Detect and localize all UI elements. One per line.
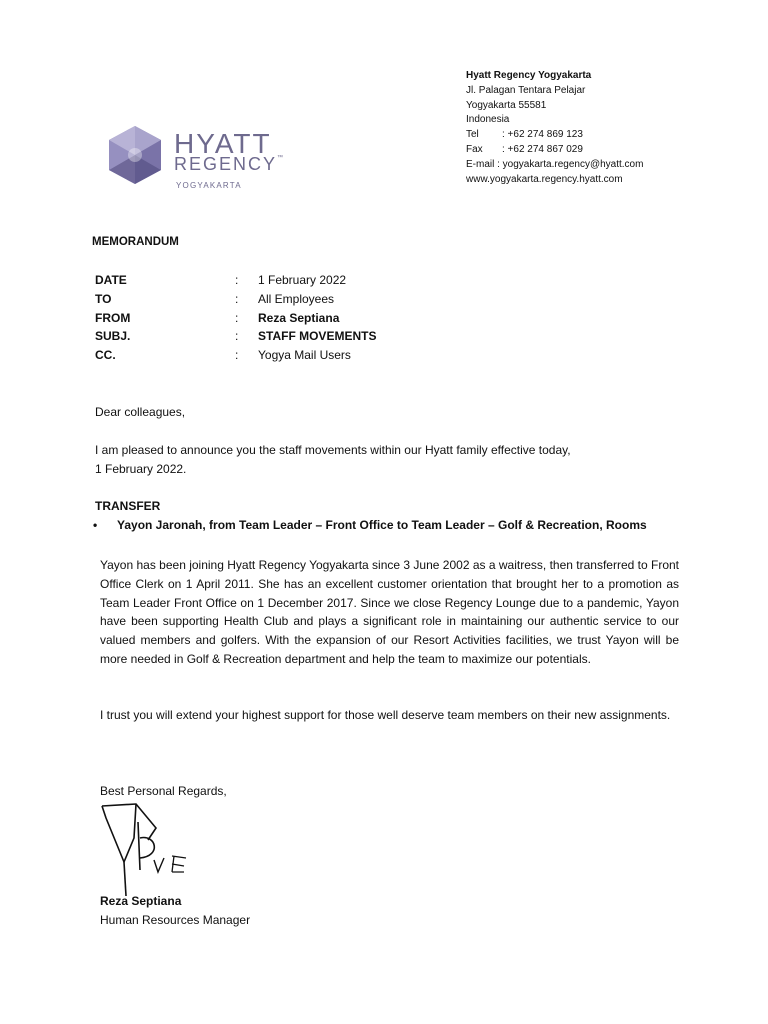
memo-title: MEMORANDUM bbox=[92, 236, 179, 248]
hotel-country: Indonesia bbox=[466, 114, 510, 126]
salutation: Dear colleagues, bbox=[95, 405, 186, 419]
hyatt-regency-logo bbox=[100, 118, 292, 196]
announcement-line: I am pleased to announce you the staff movements within our Hyatt family effective today, bbox=[95, 443, 571, 457]
signatory-name: Reza Septiana bbox=[100, 894, 182, 908]
field-label: FROM bbox=[95, 310, 131, 325]
field-label: SUBJ. bbox=[95, 329, 131, 344]
transfer-heading: TRANSFER bbox=[95, 499, 161, 513]
hotel-website: www.yogyakarta.regency.hyatt.com bbox=[466, 173, 623, 185]
field-colon: : bbox=[235, 348, 239, 363]
field-label: DATE bbox=[95, 273, 127, 287]
announcement bbox=[95, 441, 655, 479]
hotel-city: Yogyakarta 55581 bbox=[466, 99, 547, 111]
body-paragraph-2: I trust you will extend your highest support for those well deserve team members on their new assignments. bbox=[100, 708, 671, 722]
field-label: TO bbox=[95, 291, 112, 306]
field-value: Reza Septiana bbox=[258, 310, 340, 325]
field-colon: : bbox=[235, 273, 239, 287]
transfer-bullet-item bbox=[93, 516, 647, 535]
field-value: All Employees bbox=[258, 291, 335, 306]
logo-word-regency: REGENCY™ bbox=[174, 154, 286, 174]
field-colon: : bbox=[235, 329, 239, 344]
field-label: CC. bbox=[95, 348, 116, 363]
closing-regards: Best Personal Regards, bbox=[100, 784, 227, 798]
field-value: 1 February 2022 bbox=[258, 273, 347, 287]
field-value: STAFF MOVEMENTS bbox=[258, 329, 377, 344]
field-colon: : bbox=[235, 310, 239, 325]
signature-image bbox=[96, 800, 196, 900]
bullet-icon: • bbox=[93, 518, 98, 532]
field-value: Yogya Mail Users bbox=[258, 348, 351, 363]
hyatt-hexagon-icon bbox=[104, 124, 166, 186]
field-colon: : bbox=[235, 291, 239, 306]
logo-word-hyatt: HYATT bbox=[174, 128, 272, 159]
hotel-fax: Fax : +62 274 867 029 bbox=[466, 143, 583, 155]
signatory-title: Human Resources Manager bbox=[100, 913, 251, 927]
body-paragraph-1: Yayon has been joining Hyatt Regency Yogyakarta since 3 June 2002 as a waitress, then transferred to Front Office Clerk on 1 April 2011. She has an excellent customer orientation that brought her to a promotion as Team Leader Front Office on 1 December 2017. Since we close Regency Lounge due to a pandemic, Yayon have been supporting Health Club and plays a significant role in maintaining our authentic service to our valued members and golfers. With the expansion of our Resort Activities facilities, we trust Yayon will be more needed in Golf & Recreation department and help the team to maximize our potentials. bbox=[100, 558, 679, 666]
hotel-street: Jl. Palagan Tentara Pelajar bbox=[466, 84, 586, 96]
hotel-name: Hyatt Regency Yogyakarta bbox=[466, 70, 592, 81]
hotel-address-block bbox=[466, 69, 643, 187]
hotel-email: E-mail : yogyakarta.regency@hyatt.com bbox=[466, 158, 644, 170]
logo-sub-yogyakarta: YOGYAKARTA bbox=[176, 181, 242, 190]
hotel-tel: Tel : +62 274 869 123 bbox=[466, 129, 583, 141]
announcement-line: 1 February 2022. bbox=[95, 461, 187, 476]
bullet-text: Yayon Jaronah, from Team Leader – Front Office to Team Leader – Golf & Recreation, Rooms bbox=[117, 518, 647, 532]
